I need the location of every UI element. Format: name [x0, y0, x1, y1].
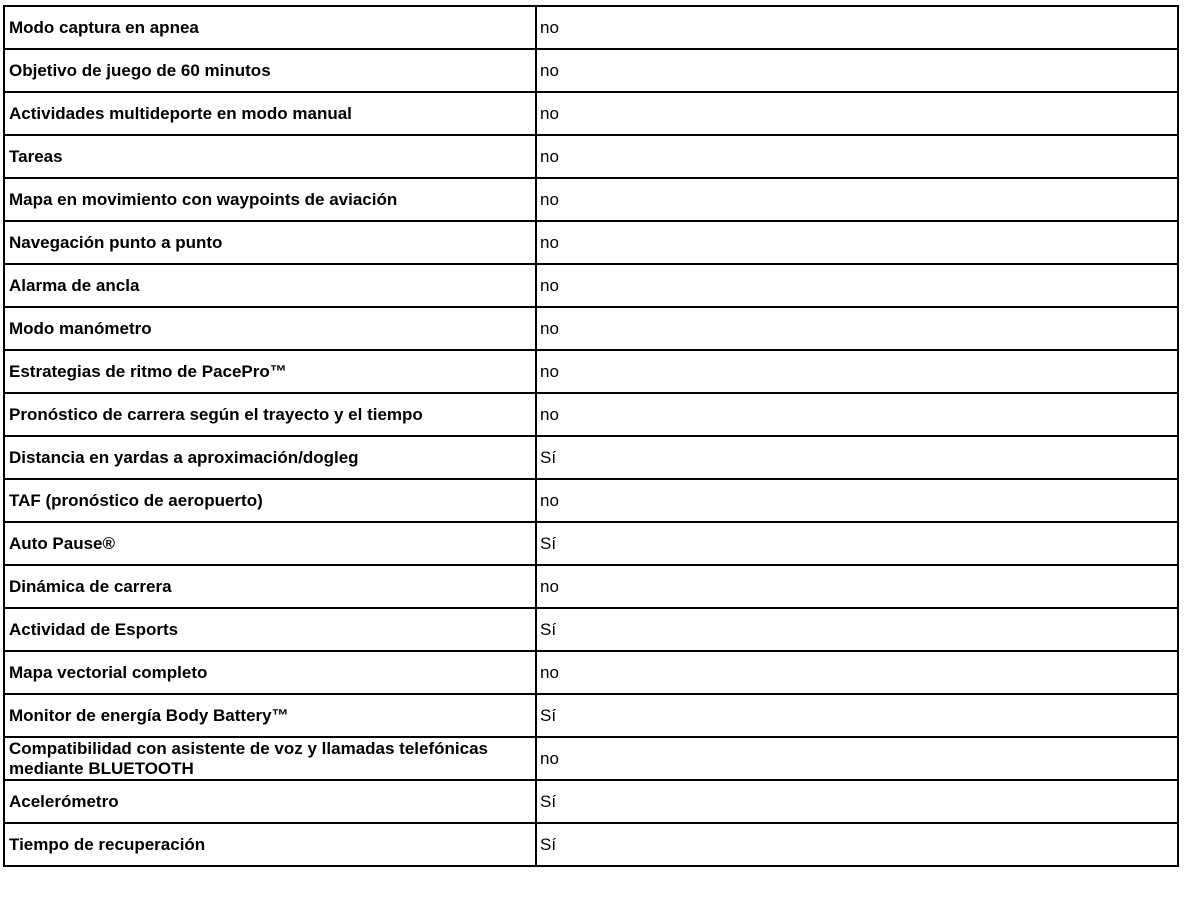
table-row	[4, 49, 1178, 92]
table-row	[4, 780, 1178, 823]
feature-name: Monitor de energía Body Battery™	[4, 694, 536, 737]
feature-name: Acelerómetro	[4, 780, 536, 823]
feature-name: Tareas	[4, 135, 536, 178]
feature-name: Mapa vectorial completo	[4, 651, 536, 694]
table-row	[4, 479, 1178, 522]
feature-value: Sí	[536, 694, 1178, 737]
feature-value: Sí	[536, 823, 1178, 866]
feature-table	[3, 5, 1179, 867]
feature-value: no	[536, 49, 1178, 92]
feature-name: Pronóstico de carrera según el trayecto y el tiempo	[4, 393, 536, 436]
feature-name: Compatibilidad con asistente de voz y llamadas telefónicas mediante BLUETOOTH	[4, 737, 536, 780]
feature-value: no	[536, 393, 1178, 436]
feature-value: no	[536, 178, 1178, 221]
table-row	[4, 393, 1178, 436]
feature-name: Actividad de Esports	[4, 608, 536, 651]
feature-value: Sí	[536, 608, 1178, 651]
table-row	[4, 178, 1178, 221]
feature-value: no	[536, 92, 1178, 135]
table-row	[4, 565, 1178, 608]
feature-table-body	[4, 6, 1178, 866]
feature-name: Auto Pause®	[4, 522, 536, 565]
feature-value: no	[536, 135, 1178, 178]
table-row	[4, 694, 1178, 737]
feature-value: no	[536, 307, 1178, 350]
feature-name: Objetivo de juego de 60 minutos	[4, 49, 536, 92]
table-row	[4, 522, 1178, 565]
feature-name: Actividades multideporte en modo manual	[4, 92, 536, 135]
feature-name: Modo manómetro	[4, 307, 536, 350]
feature-value: no	[536, 479, 1178, 522]
feature-name: Estrategias de ritmo de PacePro™	[4, 350, 536, 393]
feature-name: Distancia en yardas a aproximación/dogleg	[4, 436, 536, 479]
feature-value: Sí	[536, 780, 1178, 823]
table-row	[4, 350, 1178, 393]
feature-name: Alarma de ancla	[4, 264, 536, 307]
feature-value: no	[536, 350, 1178, 393]
table-row	[4, 221, 1178, 264]
table-row	[4, 436, 1178, 479]
feature-name: Dinámica de carrera	[4, 565, 536, 608]
feature-value: no	[536, 737, 1178, 780]
feature-value: Sí	[536, 436, 1178, 479]
feature-name: TAF (pronóstico de aeropuerto)	[4, 479, 536, 522]
feature-value: no	[536, 565, 1178, 608]
table-row	[4, 264, 1178, 307]
table-row	[4, 823, 1178, 866]
feature-value: no	[536, 6, 1178, 49]
feature-name: Mapa en movimiento con waypoints de aviación	[4, 178, 536, 221]
table-row	[4, 307, 1178, 350]
feature-value: Sí	[536, 522, 1178, 565]
feature-name: Navegación punto a punto	[4, 221, 536, 264]
feature-value: no	[536, 221, 1178, 264]
table-row	[4, 651, 1178, 694]
feature-value: no	[536, 651, 1178, 694]
table-row	[4, 737, 1178, 780]
table-row	[4, 6, 1178, 49]
feature-name: Modo captura en apnea	[4, 6, 536, 49]
table-row	[4, 608, 1178, 651]
table-row	[4, 135, 1178, 178]
table-row	[4, 92, 1178, 135]
feature-name: Tiempo de recuperación	[4, 823, 536, 866]
feature-value: no	[536, 264, 1178, 307]
